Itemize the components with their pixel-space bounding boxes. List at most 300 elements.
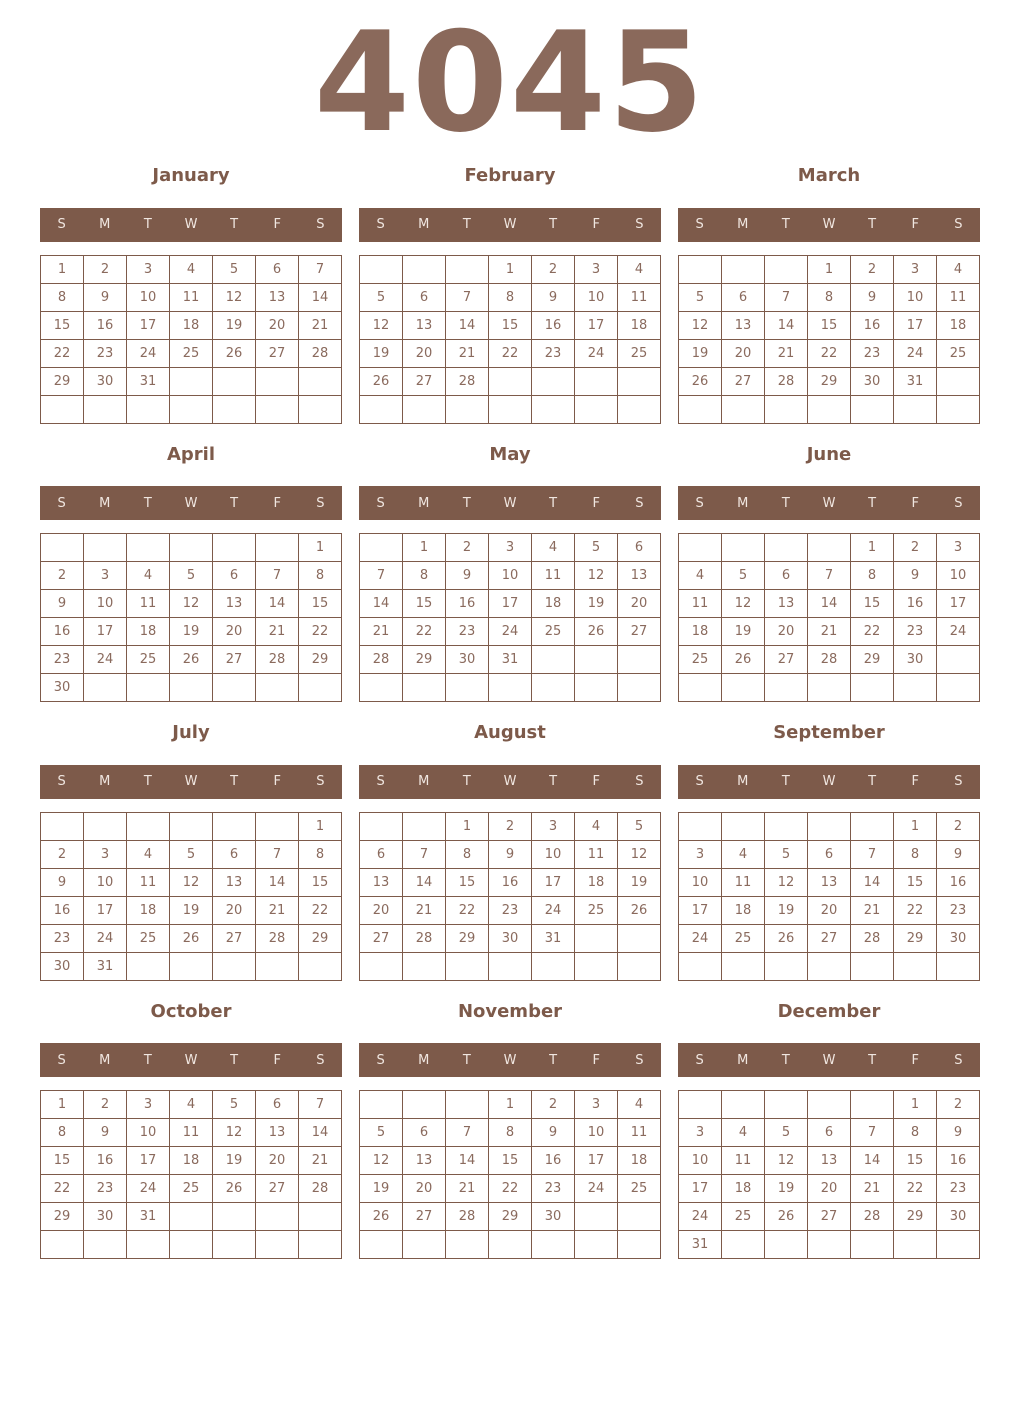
day-cell: 5 — [213, 255, 256, 283]
month-block — [678, 715, 980, 981]
day-cell: 28 — [765, 367, 808, 395]
empty-day-cell — [618, 674, 661, 702]
month-title: September — [773, 722, 885, 744]
empty-day-cell — [575, 674, 618, 702]
week-row — [679, 1091, 980, 1119]
weekday-label: W — [822, 774, 836, 790]
day-cell: 17 — [575, 311, 618, 339]
empty-day-cell — [360, 1231, 403, 1259]
month-title: January — [152, 165, 230, 186]
day-cell: 13 — [765, 590, 808, 618]
week-row — [360, 1231, 661, 1259]
empty-day-cell — [679, 534, 722, 562]
day-cell: 6 — [403, 283, 446, 311]
day-cell: 19 — [360, 1175, 403, 1203]
weekday-label: S — [57, 217, 66, 233]
day-cell: 2 — [532, 1091, 575, 1119]
empty-day-cell — [937, 367, 980, 395]
day-cell: 5 — [360, 283, 403, 311]
day-cell: 24 — [84, 924, 127, 952]
weekday-label: T — [781, 495, 790, 511]
year-title: 4045 — [313, 2, 707, 163]
weekday-label: M — [99, 495, 111, 511]
day-cell: 19 — [618, 868, 661, 896]
week-row — [679, 1203, 980, 1231]
empty-day-cell — [937, 1231, 980, 1259]
week-row — [679, 646, 980, 674]
weekday-header-row — [40, 486, 342, 520]
month-block — [40, 158, 342, 424]
weekday-label: W — [503, 217, 517, 233]
day-cell: 12 — [170, 590, 213, 618]
week-row — [41, 255, 342, 283]
week-row — [360, 812, 661, 840]
day-cell: 15 — [299, 868, 342, 896]
day-cell: 25 — [937, 339, 980, 367]
empty-day-cell — [575, 395, 618, 423]
weekday-label: S — [635, 774, 644, 790]
week-row — [360, 1091, 661, 1119]
day-cell: 2 — [84, 1091, 127, 1119]
day-cell: 24 — [679, 1203, 722, 1231]
weekday-label: S — [316, 495, 325, 511]
day-cell: 18 — [127, 618, 170, 646]
weekday-label: S — [695, 495, 704, 511]
week-row — [360, 924, 661, 952]
day-cell: 22 — [894, 1175, 937, 1203]
week-row — [41, 840, 342, 868]
empty-day-cell — [299, 395, 342, 423]
day-cell: 2 — [851, 255, 894, 283]
empty-day-cell — [170, 1231, 213, 1259]
weekday-label: W — [503, 495, 517, 511]
day-cell: 13 — [808, 868, 851, 896]
month-title: July — [172, 722, 210, 744]
day-cell: 23 — [84, 339, 127, 367]
day-cell: 1 — [489, 255, 532, 283]
day-cell: 10 — [575, 283, 618, 311]
day-cell: 24 — [937, 618, 980, 646]
week-row — [41, 812, 342, 840]
day-cell: 29 — [894, 1203, 937, 1231]
day-cell: 16 — [937, 868, 980, 896]
weekday-label: F — [911, 1052, 920, 1068]
weekday-label: S — [57, 774, 66, 790]
weekday-label: T — [230, 217, 239, 233]
empty-day-cell — [403, 952, 446, 980]
empty-day-cell — [299, 674, 342, 702]
day-cell: 30 — [41, 674, 84, 702]
day-cell: 26 — [170, 924, 213, 952]
day-cell: 13 — [360, 868, 403, 896]
empty-day-cell — [41, 395, 84, 423]
day-cell: 30 — [41, 952, 84, 980]
weekday-label: W — [184, 774, 198, 790]
empty-day-cell — [722, 812, 765, 840]
empty-day-cell — [256, 952, 299, 980]
day-cell: 12 — [213, 1119, 256, 1147]
empty-day-cell — [127, 395, 170, 423]
month-block — [40, 994, 342, 1260]
weekday-label: S — [695, 217, 704, 233]
weekday-label: F — [911, 495, 920, 511]
day-cell: 5 — [679, 283, 722, 311]
day-cell: 2 — [41, 562, 84, 590]
day-cell: 4 — [722, 840, 765, 868]
day-cell: 12 — [722, 590, 765, 618]
month-days-table — [359, 533, 661, 702]
day-cell: 31 — [127, 1203, 170, 1231]
week-row — [679, 952, 980, 980]
empty-day-cell — [722, 534, 765, 562]
day-cell: 9 — [937, 840, 980, 868]
month-block — [40, 437, 342, 703]
empty-day-cell — [489, 1231, 532, 1259]
day-cell: 6 — [256, 1091, 299, 1119]
week-row — [679, 283, 980, 311]
day-cell: 13 — [403, 311, 446, 339]
day-cell: 8 — [41, 1119, 84, 1147]
empty-day-cell — [808, 674, 851, 702]
day-cell: 6 — [213, 562, 256, 590]
empty-day-cell — [360, 1091, 403, 1119]
day-cell: 14 — [765, 311, 808, 339]
day-cell: 9 — [532, 283, 575, 311]
day-cell: 22 — [299, 896, 342, 924]
week-row — [41, 896, 342, 924]
day-cell: 7 — [446, 283, 489, 311]
day-cell: 16 — [532, 311, 575, 339]
day-cell: 11 — [127, 868, 170, 896]
day-cell: 21 — [360, 618, 403, 646]
day-cell: 9 — [41, 868, 84, 896]
weekday-header-row — [678, 486, 980, 520]
empty-day-cell — [403, 1091, 446, 1119]
day-cell: 19 — [722, 618, 765, 646]
day-cell: 24 — [532, 896, 575, 924]
weekday-label: S — [695, 774, 704, 790]
day-cell: 18 — [575, 868, 618, 896]
day-cell: 5 — [765, 840, 808, 868]
day-cell: 20 — [722, 339, 765, 367]
day-cell: 17 — [127, 311, 170, 339]
empty-day-cell — [170, 812, 213, 840]
empty-day-cell — [894, 1231, 937, 1259]
day-cell: 9 — [532, 1119, 575, 1147]
empty-day-cell — [722, 1231, 765, 1259]
week-row — [41, 339, 342, 367]
day-cell: 11 — [937, 283, 980, 311]
day-cell: 18 — [679, 618, 722, 646]
day-cell: 8 — [489, 1119, 532, 1147]
empty-day-cell — [532, 367, 575, 395]
day-cell: 28 — [299, 1175, 342, 1203]
day-cell: 8 — [894, 1119, 937, 1147]
day-cell: 23 — [41, 924, 84, 952]
day-cell: 17 — [489, 590, 532, 618]
day-cell: 10 — [679, 868, 722, 896]
empty-day-cell — [851, 395, 894, 423]
day-cell: 18 — [618, 311, 661, 339]
day-cell: 7 — [765, 283, 808, 311]
day-cell: 20 — [403, 1175, 446, 1203]
empty-day-cell — [403, 1231, 446, 1259]
week-row — [679, 618, 980, 646]
month-block — [359, 437, 661, 703]
day-cell: 25 — [679, 646, 722, 674]
day-cell: 3 — [894, 255, 937, 283]
day-cell: 20 — [403, 339, 446, 367]
empty-day-cell — [618, 1203, 661, 1231]
day-cell: 15 — [299, 590, 342, 618]
day-cell: 1 — [894, 812, 937, 840]
week-row — [360, 367, 661, 395]
day-cell: 21 — [765, 339, 808, 367]
empty-day-cell — [299, 1231, 342, 1259]
day-cell: 4 — [170, 1091, 213, 1119]
day-cell: 7 — [360, 562, 403, 590]
empty-day-cell — [446, 1091, 489, 1119]
day-cell: 27 — [403, 1203, 446, 1231]
empty-day-cell — [170, 395, 213, 423]
week-row — [679, 1231, 980, 1259]
weekday-label: T — [143, 495, 152, 511]
weekday-label: W — [503, 1052, 517, 1068]
empty-day-cell — [765, 952, 808, 980]
day-cell: 16 — [41, 896, 84, 924]
month-block — [40, 715, 342, 981]
day-cell: 18 — [170, 1147, 213, 1175]
day-cell: 16 — [84, 311, 127, 339]
day-cell: 27 — [213, 924, 256, 952]
day-cell: 7 — [256, 840, 299, 868]
weekday-label: T — [462, 217, 471, 233]
day-cell: 5 — [170, 562, 213, 590]
day-cell: 14 — [360, 590, 403, 618]
months-grid — [0, 158, 1020, 1272]
weekday-label: T — [230, 1052, 239, 1068]
day-cell: 22 — [851, 618, 894, 646]
month-days-table — [359, 255, 661, 424]
empty-day-cell — [722, 674, 765, 702]
empty-day-cell — [446, 1231, 489, 1259]
empty-day-cell — [532, 646, 575, 674]
empty-day-cell — [213, 1203, 256, 1231]
empty-day-cell — [937, 395, 980, 423]
empty-day-cell — [937, 646, 980, 674]
day-cell: 17 — [84, 618, 127, 646]
day-cell: 19 — [213, 311, 256, 339]
week-row — [679, 1175, 980, 1203]
empty-day-cell — [765, 1231, 808, 1259]
day-cell: 26 — [360, 1203, 403, 1231]
day-cell: 22 — [403, 618, 446, 646]
month-title: May — [489, 443, 531, 465]
day-cell: 1 — [808, 255, 851, 283]
empty-day-cell — [41, 1231, 84, 1259]
day-cell: 14 — [446, 1147, 489, 1175]
week-row — [679, 840, 980, 868]
month-block — [678, 994, 980, 1260]
weekday-label: S — [316, 1052, 325, 1068]
day-cell: 23 — [937, 1175, 980, 1203]
weekday-label: S — [954, 1052, 963, 1068]
week-row — [41, 590, 342, 618]
weekday-header-row — [359, 208, 661, 242]
empty-day-cell — [937, 952, 980, 980]
day-cell: 8 — [808, 283, 851, 311]
empty-day-cell — [213, 812, 256, 840]
weekday-label: S — [57, 495, 66, 511]
day-cell: 7 — [256, 562, 299, 590]
day-cell: 11 — [127, 590, 170, 618]
day-cell: 12 — [679, 311, 722, 339]
day-cell: 14 — [403, 868, 446, 896]
empty-day-cell — [213, 534, 256, 562]
day-cell: 8 — [41, 283, 84, 311]
day-cell: 5 — [575, 534, 618, 562]
empty-day-cell — [127, 534, 170, 562]
day-cell: 1 — [299, 534, 342, 562]
week-row — [679, 1119, 980, 1147]
weekday-label: W — [822, 495, 836, 511]
day-cell: 6 — [213, 840, 256, 868]
weekday-label: S — [316, 217, 325, 233]
week-row — [41, 868, 342, 896]
empty-day-cell — [575, 1231, 618, 1259]
empty-day-cell — [618, 1231, 661, 1259]
week-row — [360, 646, 661, 674]
weekday-label: S — [376, 217, 385, 233]
day-cell: 18 — [722, 1175, 765, 1203]
day-cell: 16 — [894, 590, 937, 618]
day-cell: 18 — [722, 896, 765, 924]
week-row — [679, 812, 980, 840]
day-cell: 30 — [84, 367, 127, 395]
empty-day-cell — [851, 674, 894, 702]
day-cell: 26 — [575, 618, 618, 646]
week-row — [679, 1147, 980, 1175]
empty-day-cell — [127, 812, 170, 840]
empty-day-cell — [894, 952, 937, 980]
day-cell: 14 — [256, 590, 299, 618]
weekday-label: F — [592, 1052, 601, 1068]
week-row — [41, 1119, 342, 1147]
day-cell: 26 — [765, 1203, 808, 1231]
week-row — [41, 562, 342, 590]
day-cell: 24 — [127, 1175, 170, 1203]
day-cell: 30 — [894, 646, 937, 674]
day-cell: 15 — [41, 1147, 84, 1175]
weekday-label: T — [868, 1052, 877, 1068]
day-cell: 1 — [851, 534, 894, 562]
weekday-label: S — [376, 495, 385, 511]
empty-day-cell — [679, 674, 722, 702]
day-cell: 21 — [446, 339, 489, 367]
weekday-label: F — [911, 217, 920, 233]
day-cell: 1 — [403, 534, 446, 562]
day-cell: 3 — [489, 534, 532, 562]
day-cell: 1 — [299, 812, 342, 840]
empty-day-cell — [618, 395, 661, 423]
day-cell: 10 — [127, 283, 170, 311]
month-title: August — [474, 722, 546, 744]
day-cell: 28 — [256, 646, 299, 674]
day-cell: 12 — [618, 840, 661, 868]
day-cell: 14 — [851, 1147, 894, 1175]
empty-day-cell — [213, 395, 256, 423]
weekday-label: T — [230, 495, 239, 511]
weekday-label: F — [592, 217, 601, 233]
weekday-label: T — [868, 495, 877, 511]
empty-day-cell — [575, 1203, 618, 1231]
empty-day-cell — [360, 812, 403, 840]
month-days-table — [678, 1090, 980, 1259]
day-cell: 11 — [722, 1147, 765, 1175]
day-cell: 29 — [41, 367, 84, 395]
weekday-header-row — [359, 1043, 661, 1077]
day-cell: 8 — [403, 562, 446, 590]
day-cell: 29 — [489, 1203, 532, 1231]
weekday-label: T — [549, 774, 558, 790]
day-cell: 8 — [894, 840, 937, 868]
day-cell: 29 — [299, 646, 342, 674]
day-cell: 8 — [851, 562, 894, 590]
empty-day-cell — [618, 646, 661, 674]
weekday-label: T — [230, 774, 239, 790]
week-row — [41, 1091, 342, 1119]
empty-day-cell — [722, 255, 765, 283]
empty-day-cell — [403, 674, 446, 702]
month-days-table — [678, 812, 980, 981]
day-cell: 16 — [489, 868, 532, 896]
week-row — [679, 255, 980, 283]
week-row — [360, 339, 661, 367]
weekday-label: M — [737, 495, 749, 511]
week-row — [360, 255, 661, 283]
day-cell: 4 — [575, 812, 618, 840]
empty-day-cell — [170, 674, 213, 702]
month-title: April — [166, 443, 216, 465]
day-cell: 26 — [679, 367, 722, 395]
day-cell: 18 — [170, 311, 213, 339]
day-cell: 27 — [213, 646, 256, 674]
day-cell: 7 — [808, 562, 851, 590]
day-cell: 2 — [41, 840, 84, 868]
day-cell: 17 — [532, 868, 575, 896]
weekday-header-row — [40, 1043, 342, 1077]
day-cell: 22 — [446, 896, 489, 924]
empty-day-cell — [851, 1091, 894, 1119]
week-row — [360, 311, 661, 339]
weekday-label: T — [549, 217, 558, 233]
day-cell: 26 — [213, 1175, 256, 1203]
month-block — [359, 158, 661, 424]
day-cell: 18 — [127, 896, 170, 924]
week-row — [360, 283, 661, 311]
weekday-label: T — [549, 1052, 558, 1068]
day-cell: 15 — [851, 590, 894, 618]
day-cell: 27 — [808, 1203, 851, 1231]
empty-day-cell — [170, 534, 213, 562]
day-cell: 2 — [894, 534, 937, 562]
week-row — [360, 395, 661, 423]
day-cell: 3 — [937, 534, 980, 562]
day-cell: 16 — [41, 618, 84, 646]
day-cell: 2 — [937, 812, 980, 840]
day-cell: 11 — [532, 562, 575, 590]
week-row — [41, 1203, 342, 1231]
